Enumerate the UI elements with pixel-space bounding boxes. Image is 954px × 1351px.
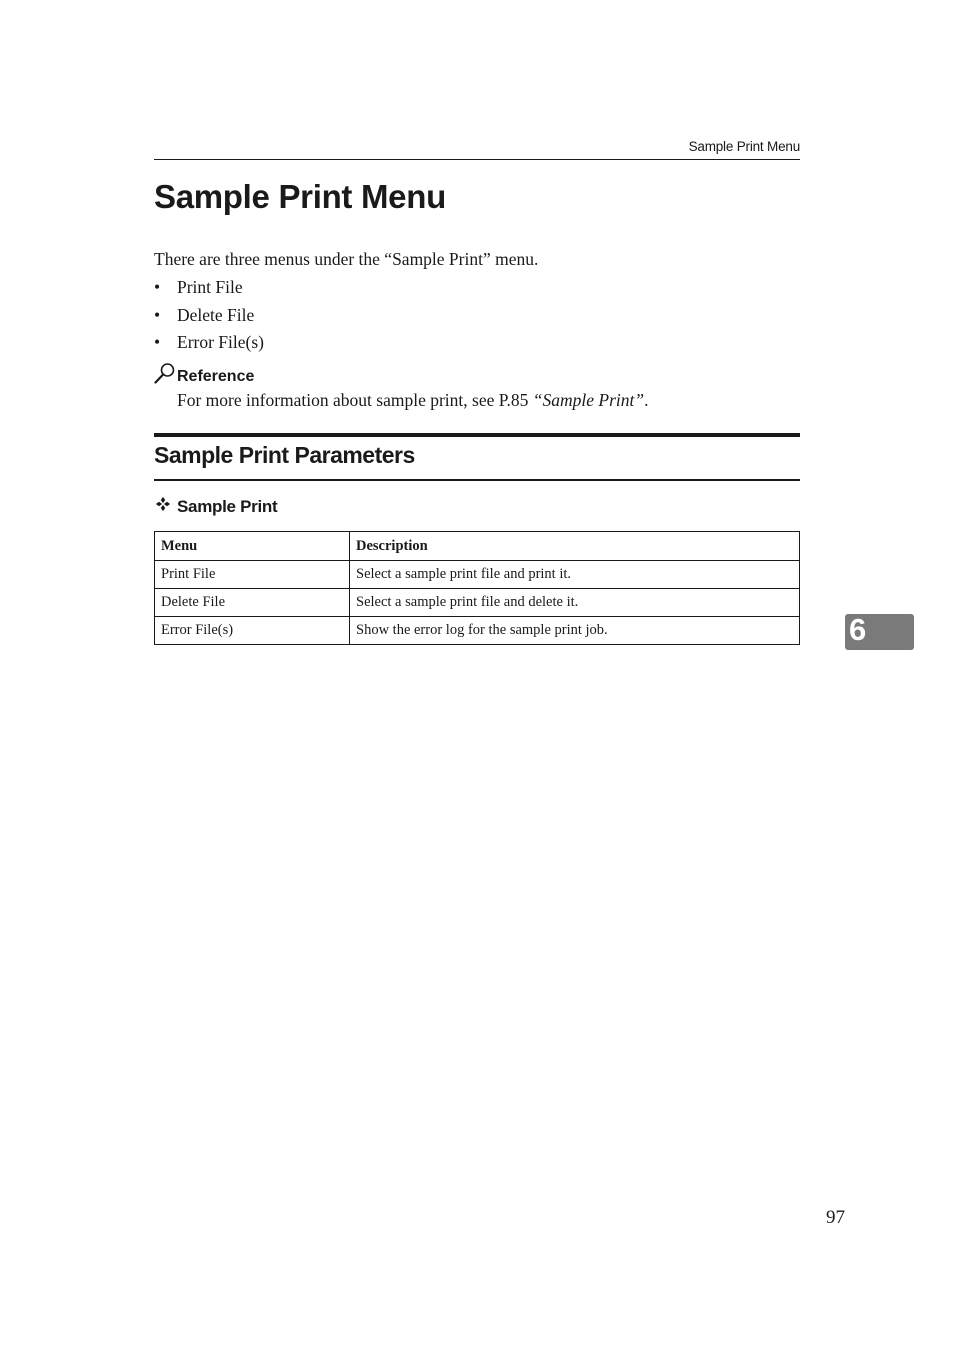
- list-item: [154, 331, 264, 359]
- reference-text: [177, 390, 649, 411]
- list-item-label: Error File(s): [177, 332, 264, 352]
- reference-label: Reference: [177, 368, 255, 385]
- magnifier-icon: [154, 362, 176, 384]
- intro-text: There are three menus under the “Sample Print” menu.: [154, 249, 539, 269]
- table-cell-description: Select a sample print file and delete it.: [350, 589, 800, 617]
- list-item: [154, 276, 264, 304]
- reference-text-before: For more information about sample print, see P.85: [177, 390, 533, 410]
- bullet-icon: •: [154, 304, 161, 325]
- table-cell-menu: Print File: [155, 561, 350, 589]
- table-header-menu: Menu: [155, 532, 350, 561]
- bullet-icon: •: [154, 277, 161, 297]
- list-item-label: Print File: [177, 277, 243, 297]
- page-title: Sample Print Menu: [154, 178, 446, 215]
- subhead: [154, 496, 277, 517]
- section-title: Sample Print Parameters: [154, 442, 415, 468]
- diamond-bullet-icon: [154, 496, 172, 512]
- bullet-list: [154, 276, 264, 359]
- table-cell-menu: Delete File: [155, 589, 350, 617]
- subhead-label: Sample Print: [177, 497, 278, 516]
- table-cell-description: Show the error log for the sample print job.: [350, 617, 800, 645]
- chapter-tab: [845, 614, 914, 650]
- section-rule-top: [154, 433, 800, 437]
- reference-text-after: .: [644, 390, 649, 410]
- table-row: [155, 617, 800, 645]
- table-header-description: Description: [350, 532, 800, 561]
- chapter-number: 6: [849, 612, 867, 647]
- running-header: Sample Print Menu: [688, 139, 800, 154]
- table-header-row: [155, 532, 800, 561]
- page-number: 97: [826, 1207, 845, 1228]
- table-cell-description: Select a sample print file and print it.: [350, 561, 800, 589]
- list-item-label: Delete File: [177, 304, 255, 325]
- params-table: [154, 531, 800, 645]
- section-rule-bottom: [154, 479, 800, 481]
- table-row: [155, 589, 800, 617]
- list-item: [154, 304, 264, 332]
- header-rule: [154, 159, 800, 160]
- table-cell-menu: Error File(s): [155, 617, 350, 645]
- table-row: [155, 561, 800, 589]
- reference-link[interactable]: “Sample Print”: [532, 390, 645, 410]
- bullet-icon: •: [154, 332, 161, 352]
